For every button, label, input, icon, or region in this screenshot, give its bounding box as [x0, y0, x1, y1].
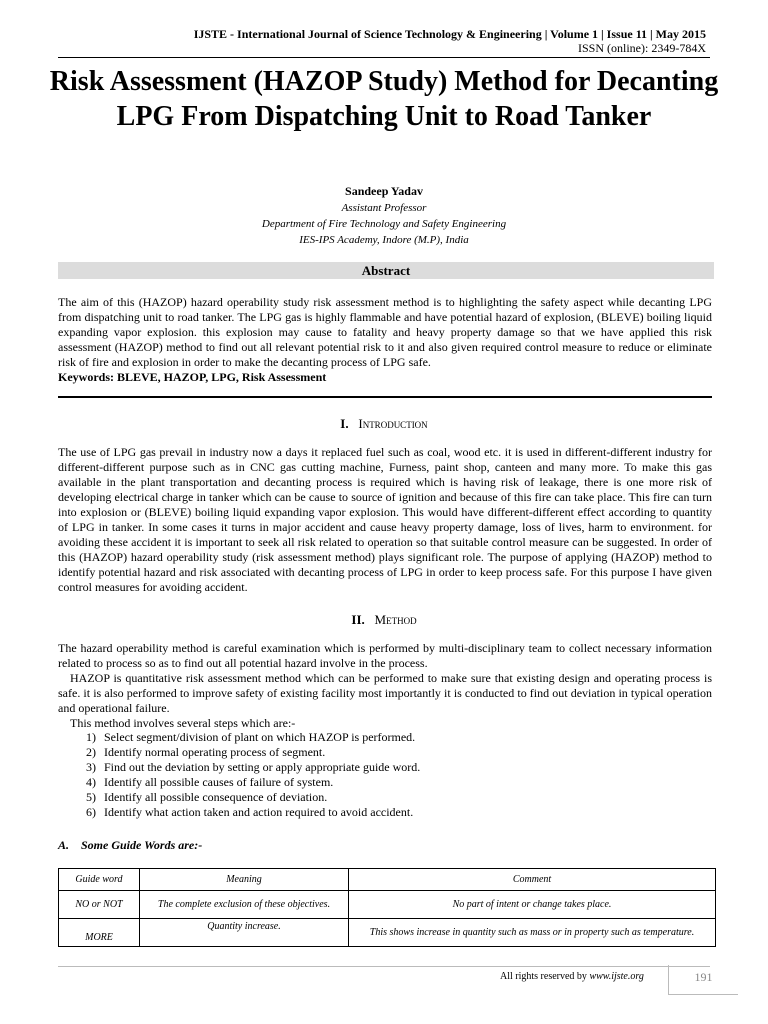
- section-number: I.: [340, 416, 349, 431]
- table-cell: The complete exclusion of these objectives.: [140, 891, 349, 919]
- section-number: II.: [351, 612, 365, 627]
- footer-rule: [58, 966, 710, 967]
- footer-copyright: All rights reserved by www.ijste.org: [500, 971, 644, 982]
- method-paragraph-2: HAZOP is quantitative risk assessment method which can be performed to make sure that existing design and operating process is safe. it is also performed to improve safety of existing facility most importantly it is conducted to find out deviation in typical operation and operational failure.: [58, 671, 712, 715]
- method-paragraph-3: This method involves several steps which are:-: [70, 716, 296, 730]
- table-cell: NO or NOT: [59, 891, 140, 919]
- table-cell: This shows increase in quantity such as mass or in property such as temperature.: [349, 919, 716, 947]
- footer-site-link[interactable]: www.ijste.org: [589, 971, 644, 982]
- introduction-text: The use of LPG gas prevail in industry now a days it replaced fuel such as coal, wood etc. it is used in different-different industry for different-different purpose such as in CNC gas cutting machine, Furness, paint shop, canteen and many more. To make this gas available in the plant transportation and decanting process is required which is having risk of leakage, there is one more risk of developing electrical charge in tanker which can be cause to source of ignition and because of this fire can take place. This fire can turn into explosion or (BLEVE) boiling liquid expanding vapor explosion. This would have different-different effect according to quantity of LPG in tanker. In some cases it turns in major accident and cause heavy property damage, loss of lives, harm to environment. for avoiding these accident it is important to seek all risk related to operation so that suitable control measure can be suggested. In order of this (HAZOP) hazard operability study (risk assessment method) plays significant role. The purpose of applying (HAZOP) method to identify potential hazard and risk associated with decanting process of LPG in order to keep process safe. For this purpose I have given control measures for avoiding accident.: [58, 445, 712, 594]
- abstract-heading: Abstract: [58, 262, 714, 279]
- abstract-text: The aim of this (HAZOP) hazard operability study risk assessment method is to highlighting the safety aspect while decanting LPG from dispatching unit to road tanker. The LPG gas is highly flammable and have potential hazard of explosion, (BLEVE) boiling liquid expanding vapor explosion. this explosion may cause to fatality and heavy property damage so that we have applied this risk assessment (HAZOP) method to find out all relevant potential risk to it and also given required control measure to reduce or eliminate risk of fire and explosion in order to make the decanting process of LPG safe.: [58, 295, 712, 369]
- method-paragraph-1: The hazard operability method is careful examination which is performed by multi-disciplinary team to collect necessary information related to process so as to find out all potential hazard involve in the process.: [58, 641, 712, 670]
- keywords: Keywords: BLEVE, HAZOP, LPG, Risk Assessment: [58, 370, 327, 384]
- section-title: Method: [374, 612, 417, 627]
- list-item: 3) Find out the deviation by setting or apply appropriate guide word.: [86, 760, 421, 774]
- abstract-divider: [58, 396, 712, 398]
- table-header-cell: Guide word: [59, 869, 140, 891]
- subsection-heading-guide-words: A. Some Guide Words are:-: [58, 838, 203, 852]
- table-cell: MORE: [59, 919, 140, 947]
- section-heading-method: [0, 612, 768, 628]
- journal-header: IJSTE - International Journal of Science Technology & Engineering | Volume 1 | Issue 11 | May 2015: [193, 27, 706, 41]
- section-title: Introduction: [358, 416, 428, 431]
- header-rule: [58, 57, 710, 58]
- list-item: 6) Identify what action taken and action required to avoid accident.: [86, 805, 414, 819]
- issn-line: ISSN (online): 2349-784X: [578, 41, 706, 55]
- author-name: Sandeep Yadav: [345, 184, 423, 198]
- section-heading-introduction: [0, 416, 768, 432]
- table-cell: No part of intent or change takes place.: [349, 891, 716, 919]
- table-header-cell: Meaning: [140, 869, 349, 891]
- list-item: 4) Identify all possible causes of failure of system.: [86, 775, 334, 789]
- list-item: 1) Select segment/division of plant on which HAZOP is performed.: [86, 730, 416, 744]
- list-item: 2) Identify normal operating process of segment.: [86, 745, 326, 759]
- table-row: [59, 891, 716, 919]
- table-header-cell: Comment: [349, 869, 716, 891]
- table-row: [59, 919, 716, 947]
- author-department: Department of Fire Technology and Safety Engineering: [261, 218, 507, 230]
- table-cell: Quantity increase.: [140, 919, 349, 947]
- guide-words-table: [58, 868, 716, 947]
- author-institution: IES-IPS Academy, Indore (M.P), India: [299, 234, 469, 246]
- list-item: 5) Identify all possible consequence of deviation.: [86, 790, 328, 804]
- table-header-row: [59, 869, 716, 891]
- paper-title: Risk Assessment (HAZOP Study) Method for Decanting LPG From Dispatching Unit to Road Tanker: [49, 66, 719, 132]
- page-number: 191: [668, 965, 738, 995]
- method-steps-list: [58, 730, 420, 820]
- author-position: Assistant Professor: [341, 202, 427, 214]
